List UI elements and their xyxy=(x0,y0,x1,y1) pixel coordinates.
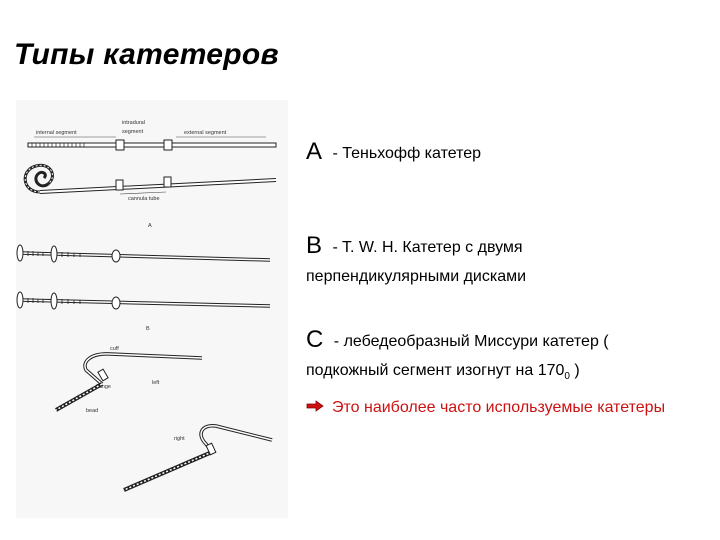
fig-label-cannula: cannula tube xyxy=(128,196,160,202)
fig-label-bead: bead xyxy=(86,408,99,414)
catheter-drawing xyxy=(16,100,288,518)
fig-label-left: left xyxy=(152,380,160,386)
item-text: - T. W. H. Катетер с двумя xyxy=(332,239,523,256)
catheter-a-drawing xyxy=(25,120,276,229)
fig-label-internal-segment: internal segment xyxy=(36,130,77,136)
fig-label-external-segment: external segment xyxy=(184,130,227,136)
fig-label-cuff: cuff xyxy=(110,346,119,352)
fig-label-b: B xyxy=(146,326,150,332)
fig-label-flange: flange xyxy=(96,384,111,390)
angle-text: подкожный сегмент изогнут на 170 xyxy=(306,362,565,379)
item-letter: B xyxy=(306,232,323,259)
highlight-note xyxy=(306,398,666,418)
catheter-figure xyxy=(16,100,288,518)
item-text: - лебедеобразный Миссури катетер ( xyxy=(333,333,609,350)
degree-subscript: 0 xyxy=(564,371,570,383)
item-text-continued: перпендикулярными дисками xyxy=(306,268,527,285)
slide-title: Типы катетеров xyxy=(14,38,279,71)
closing-paren: ) xyxy=(569,362,580,379)
note-text: Это наиболее часто используемые катетеры xyxy=(332,399,666,416)
catheter-item-a xyxy=(306,138,481,166)
fig-label-right: right xyxy=(174,436,185,442)
item-text-continued xyxy=(306,362,609,382)
right-arrow-icon xyxy=(306,398,324,418)
catheter-item-b xyxy=(306,232,526,286)
item-letter: C xyxy=(306,326,324,353)
item-text: - Теньхофф катетер xyxy=(332,145,482,162)
catheter-b-drawing xyxy=(17,245,270,332)
catheter-c-drawing xyxy=(56,346,272,490)
catheter-item-c xyxy=(306,326,609,382)
fig-label-segment: segment xyxy=(122,129,144,135)
fig-label-intradural: intradural xyxy=(122,120,145,126)
fig-label-a: A xyxy=(148,223,152,229)
item-letter: A xyxy=(306,138,323,165)
